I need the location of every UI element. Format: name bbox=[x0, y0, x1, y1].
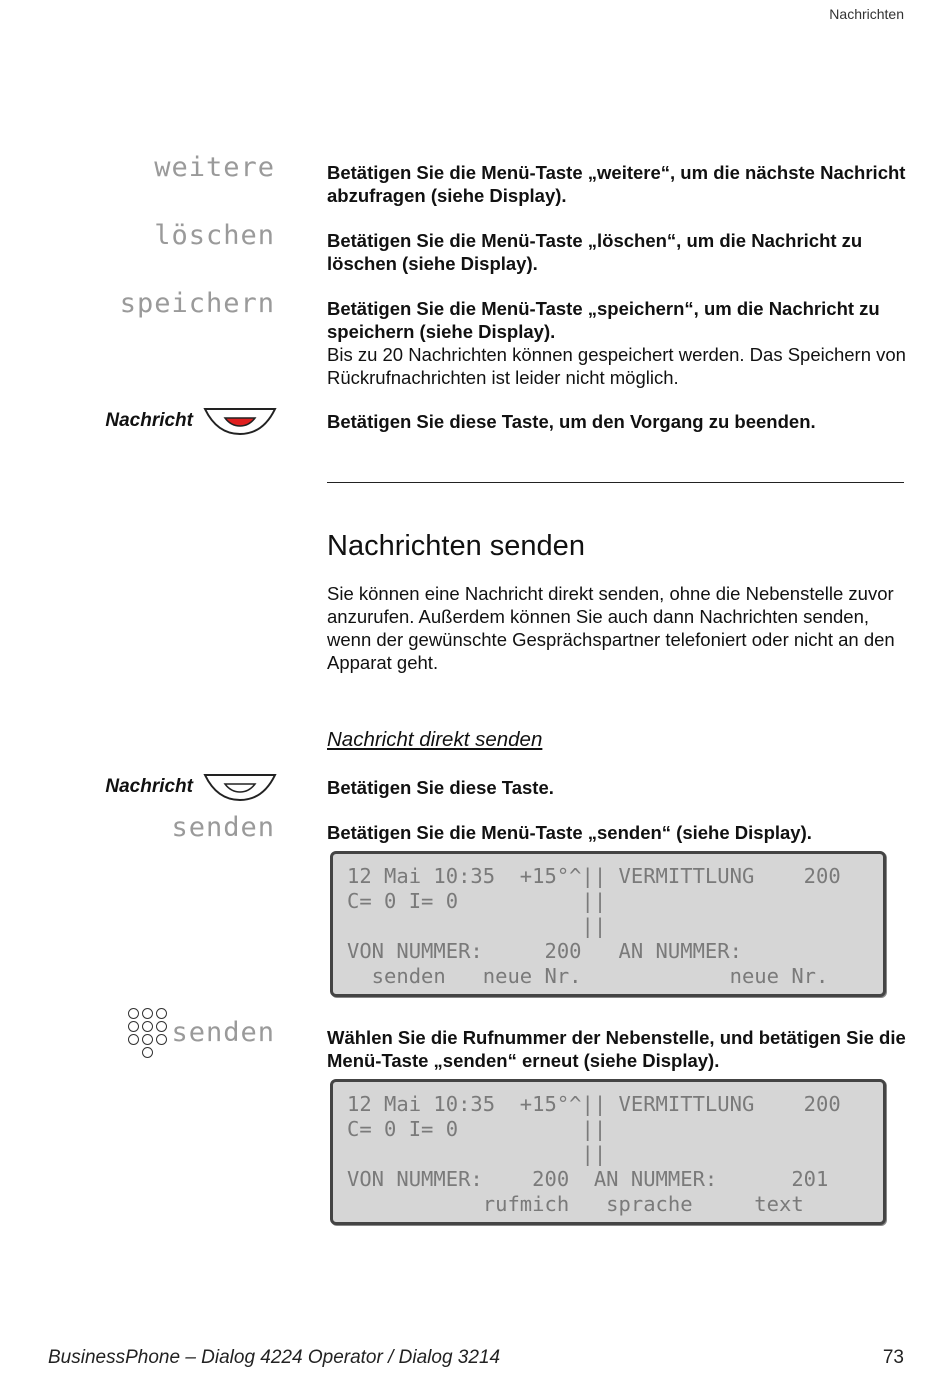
step-key-text bbox=[327, 776, 907, 799]
step-weitere-text bbox=[327, 161, 907, 207]
step-loeschen-text bbox=[327, 229, 907, 275]
section-divider bbox=[327, 482, 904, 483]
step-speichern-bold: Betätigen Sie die Menü-Taste „speichern“, um die Nachricht zu speichern (siehe Display). bbox=[327, 298, 880, 342]
phone-display-1 bbox=[330, 851, 886, 997]
display1-line3: || bbox=[347, 914, 607, 938]
page-number: 73 bbox=[882, 1347, 904, 1368]
page-header-title: Nachrichten bbox=[829, 6, 904, 22]
step-dial-text bbox=[327, 1026, 907, 1072]
menu-word-weitere: weitere bbox=[154, 152, 275, 183]
menu-word-speichern: speichern bbox=[119, 288, 275, 319]
display2-line1: 12 Mai 10:35 +15°^|| VERMITTLUNG 200 bbox=[347, 1092, 841, 1116]
display2-line5: rufmich sprache text bbox=[347, 1192, 804, 1216]
display2-line4: VON NUMMER: 200 AN NUMMER: 201 bbox=[347, 1167, 829, 1191]
step-end-text bbox=[327, 410, 907, 433]
step-loeschen-bold: Betätigen Sie die Menü-Taste „löschen“, um die Nachricht zu löschen (siehe Display). bbox=[327, 230, 863, 274]
message-key-icon bbox=[203, 772, 277, 802]
display1-line2: C= 0 I= 0 || bbox=[347, 889, 607, 913]
display1-line4: VON NUMMER: 200 AN NUMMER: bbox=[347, 939, 742, 963]
phone-display-2 bbox=[330, 1079, 886, 1225]
display2-line2: C= 0 I= 0 || bbox=[347, 1117, 607, 1141]
menu-word-senden: senden bbox=[171, 812, 275, 843]
section-intro: Sie können eine Nachricht direkt senden, ohne die Nebenstelle zuvor anzurufen. Außerdem können Sie auch dann Nachrichten senden, wenn der gewünschte Gesprächspartner telefoniert oder nicht an den Apparat geht. bbox=[327, 583, 895, 673]
key-label-nachricht-end: Nachricht bbox=[105, 410, 193, 431]
display1-line1: 12 Mai 10:35 +15°^|| VERMITTLUNG 200 bbox=[347, 864, 841, 888]
step-speichern-note: Bis zu 20 Nachrichten können gespeichert werden. Das Speichern von Rückrufnachrichten ist leider nicht möglich. bbox=[327, 344, 906, 388]
footer-title: BusinessPhone – Dialog 4224 Operator / Dialog 3214 bbox=[48, 1347, 501, 1368]
key-label-nachricht: Nachricht bbox=[105, 776, 193, 797]
step-weitere-bold: Betätigen Sie die Menü-Taste „weitere“, um die nächste Nachricht abzufragen (siehe Display). bbox=[327, 162, 906, 206]
subsection-title: Nachricht direkt senden bbox=[327, 728, 543, 751]
display2-line3: || bbox=[347, 1142, 607, 1166]
step-dial-bold: Wählen Sie die Rufnummer der Nebenstelle, und betätigen Sie die Menü-Taste „senden“ erneut (siehe Display). bbox=[327, 1027, 906, 1071]
step-senden-bold: Betätigen Sie die Menü-Taste „senden“ (siehe Display). bbox=[327, 822, 812, 843]
display1-line5: senden neue Nr. neue Nr. bbox=[347, 964, 829, 988]
step-speichern-text bbox=[327, 297, 907, 389]
menu-word-senden-2: senden bbox=[171, 1017, 275, 1048]
step-senden-text bbox=[327, 821, 907, 844]
step-key-bold: Betätigen Sie diese Taste. bbox=[327, 777, 554, 798]
keypad-icon bbox=[128, 1008, 168, 1064]
message-key-led-on-icon bbox=[203, 406, 277, 436]
section-title: Nachrichten senden bbox=[327, 530, 585, 562]
menu-word-loeschen: löschen bbox=[154, 220, 275, 251]
step-end-bold: Betätigen Sie diese Taste, um den Vorgang zu beenden. bbox=[327, 411, 816, 432]
